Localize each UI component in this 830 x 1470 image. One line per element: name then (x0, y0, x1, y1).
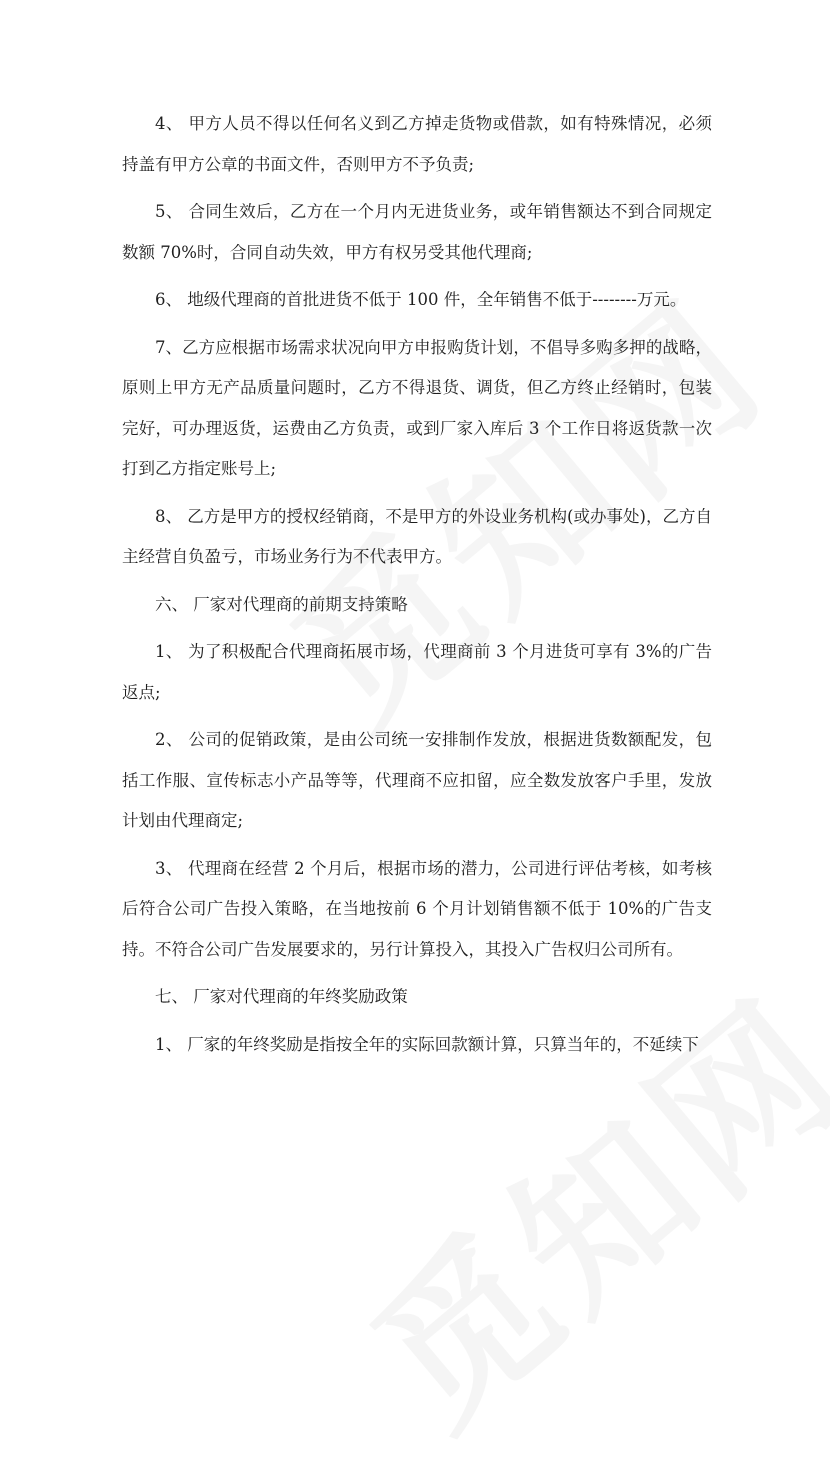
reward-clause-1-paragraph: 1、 厂家的年终奖励是指按全年的实际回款额计算，只算当年的，不延续下 (155, 1034, 699, 1054)
section-7-heading: 七、 厂家对代理商的年终奖励政策 (155, 987, 408, 1006)
clause-4-paragraph: 4、 甲方人员不得以任何名义到乙方掉走货物或借款，如有特殊情况，必须持盖有甲方公章的书面文件，否则甲方不予负责; (122, 114, 712, 174)
support-clause-3-paragraph: 3、 代理商在经营 2 个月后，根据市场的潜力，公司进行评估考核，如考核后符合公司广告投入策略，在当地按前 6 个月计划销售额不低于 10%的广告支持。不符合公司广告发展要求的，另行计算投入，其投入广告权归公司所有。 (122, 858, 712, 959)
clause-7-paragraph: 7、乙方应根据市场需求状况向甲方申报购货计划，不倡导多购多押的战略，原则上甲方无产品质量问题时，乙方不得退货、调货，但乙方终止经销时，包装完好，可办理返货，运费由乙方负责，或到厂家入库后 3 个工作日将返货款一次打到乙方指定账号上; (122, 337, 712, 478)
section-6-heading: 六、 厂家对代理商的前期支持策略 (155, 594, 408, 614)
support-clause-1-paragraph: 1、 为了积极配合代理商拓展市场，代理商前 3 个月进货可享有 3%的广告返点; (122, 642, 712, 702)
clause-6-paragraph: 6、 地级代理商的首批进货不低于 100 件，全年销售不低于--------万元。 (155, 290, 687, 309)
clause-8-paragraph: 8、 乙方是甲方的授权经销商，不是甲方的外设业务机构(或办事处)，乙方自主经营自负盈亏，市场业务行为不代表甲方。 (122, 506, 712, 566)
support-clause-2-paragraph: 2、 公司的促销政策，是由公司统一安排制作发放，根据进货数额配发，包括工作服、宣传标志小产品等等，代理商不应扣留，应全数发放客户手里，发放计划由代理商定; (122, 730, 712, 830)
clause-5-paragraph: 5、 合同生效后，乙方在一个月内无进货业务，或年销售额达不到合同规定数额 70%时，合同自动失效，甲方有权另受其他代理商; (122, 202, 712, 262)
document-body (122, 104, 712, 1065)
